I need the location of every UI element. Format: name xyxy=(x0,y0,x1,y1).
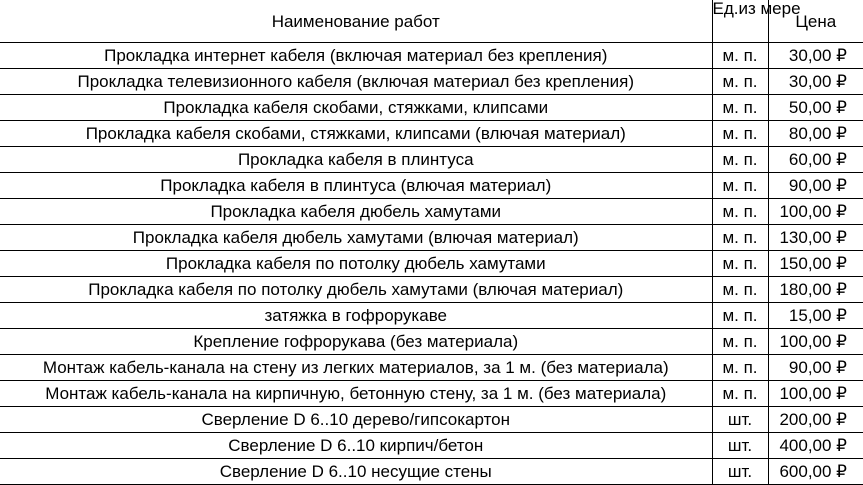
row-price-cell: 30,00 ₽ xyxy=(768,69,863,95)
row-price-cell: 600,00 ₽ xyxy=(768,459,863,485)
table-row xyxy=(0,43,863,69)
row-name-cell: затяжка в гофрорукаве xyxy=(0,303,712,329)
row-unit-cell: м. п. xyxy=(712,329,768,355)
row-unit-cell: м. п. xyxy=(712,251,768,277)
row-unit-cell: м. п. xyxy=(712,225,768,251)
row-price-cell: 400,00 ₽ xyxy=(768,433,863,459)
table-row xyxy=(0,121,863,147)
row-unit-cell: м. п. xyxy=(712,355,768,381)
row-price-cell: 50,00 ₽ xyxy=(768,95,863,121)
table-row xyxy=(0,69,863,95)
row-price-cell: 30,00 ₽ xyxy=(768,43,863,69)
row-name-cell: Сверление D 6..10 дерево/гипсокартон xyxy=(0,407,712,433)
table-row xyxy=(0,251,863,277)
table-row xyxy=(0,95,863,121)
row-unit-cell: шт. xyxy=(712,407,768,433)
table-row xyxy=(0,147,863,173)
row-unit-cell: м. п. xyxy=(712,95,768,121)
row-price-cell: 90,00 ₽ xyxy=(768,173,863,199)
row-name-cell: Прокладка кабеля по потолку дюбель хамутами xyxy=(0,251,712,277)
row-name-cell: Прокладка кабеля скобами, стяжками, клипсами (влючая материал) xyxy=(0,121,712,147)
header-price: Цена xyxy=(768,0,863,43)
row-unit-cell: шт. xyxy=(712,433,768,459)
row-name-cell: Прокладка кабеля дюбель хамутами (влючая материал) xyxy=(0,225,712,251)
row-name-cell: Сверление D 6..10 кирпич/бетон xyxy=(0,433,712,459)
row-unit-cell: м. п. xyxy=(712,303,768,329)
row-price-cell: 150,00 ₽ xyxy=(768,251,863,277)
header-unit: Ед.из мере xyxy=(712,0,768,43)
row-price-cell: 15,00 ₽ xyxy=(768,303,863,329)
row-name-cell: Прокладка телевизионного кабеля (включая материал без крепления) xyxy=(0,69,712,95)
table-row xyxy=(0,173,863,199)
row-unit-cell: м. п. xyxy=(712,381,768,407)
header-name: Наименование работ xyxy=(0,0,712,43)
row-price-cell: 180,00 ₽ xyxy=(768,277,863,303)
row-price-cell: 80,00 ₽ xyxy=(768,121,863,147)
row-name-cell: Крепление гофрорукава (без материала) xyxy=(0,329,712,355)
table-row xyxy=(0,459,863,485)
row-price-cell: 100,00 ₽ xyxy=(768,199,863,225)
row-price-cell: 100,00 ₽ xyxy=(768,381,863,407)
table-row xyxy=(0,433,863,459)
table-row xyxy=(0,329,863,355)
table-row xyxy=(0,225,863,251)
table-row xyxy=(0,303,863,329)
row-unit-cell: м. п. xyxy=(712,277,768,303)
row-price-cell: 90,00 ₽ xyxy=(768,355,863,381)
row-unit-cell: м. п. xyxy=(712,147,768,173)
row-unit-cell: м. п. xyxy=(712,199,768,225)
row-price-cell: 130,00 ₽ xyxy=(768,225,863,251)
row-name-cell: Прокладка кабеля в плинтуса (влючая материал) xyxy=(0,173,712,199)
row-name-cell: Монтаж кабель-канала на стену из легких материалов, за 1 м. (без материала) xyxy=(0,355,712,381)
row-price-cell: 100,00 ₽ xyxy=(768,329,863,355)
table-row xyxy=(0,277,863,303)
row-unit-cell: м. п. xyxy=(712,43,768,69)
table-header-row xyxy=(0,0,863,43)
row-name-cell: Прокладка кабеля в плинтуса xyxy=(0,147,712,173)
row-name-cell: Прокладка кабеля дюбель хамутами xyxy=(0,199,712,225)
table-row xyxy=(0,355,863,381)
row-name-cell: Сверление D 6..10 несущие стены xyxy=(0,459,712,485)
table-row xyxy=(0,199,863,225)
table-row xyxy=(0,407,863,433)
row-unit-cell: м. п. xyxy=(712,69,768,95)
table-row xyxy=(0,381,863,407)
row-name-cell: Прокладка кабеля скобами, стяжками, клипсами xyxy=(0,95,712,121)
row-price-cell: 60,00 ₽ xyxy=(768,147,863,173)
row-name-cell: Монтаж кабель-канала на кирпичную, бетонную стену, за 1 м. (без материала) xyxy=(0,381,712,407)
row-name-cell: Прокладка кабеля по потолку дюбель хамутами (влючая материал) xyxy=(0,277,712,303)
row-unit-cell: м. п. xyxy=(712,173,768,199)
row-unit-cell: м. п. xyxy=(712,121,768,147)
row-price-cell: 200,00 ₽ xyxy=(768,407,863,433)
row-unit-cell: шт. xyxy=(712,459,768,485)
row-name-cell: Прокладка интернет кабеля (включая материал без крепления) xyxy=(0,43,712,69)
